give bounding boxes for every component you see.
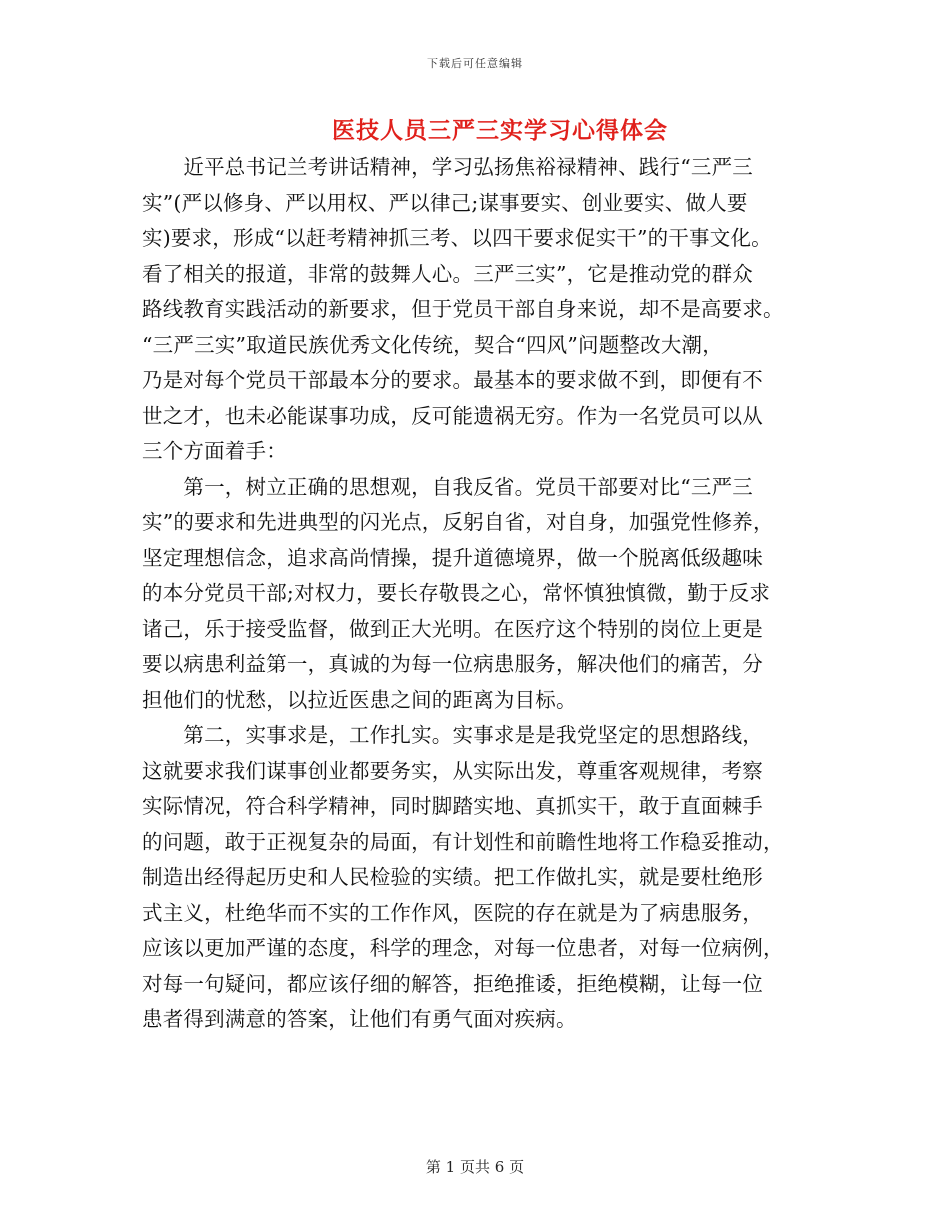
body-line: 诸己，乐于接受监督，做到正大光明。在医疗这个特别的岗位上更是 [142, 616, 763, 641]
body-line: 患者得到满意的答案，让他们有勇气面对疾病。 [142, 1007, 577, 1031]
body-line: 这就要求我们谋事创业都要务实，从实际出发，尊重客观规律，考察 [142, 758, 763, 783]
body-line: 担他们的忧愁，以拉近医患之间的距离为目标。 [142, 687, 577, 712]
body-line: 乃是对每个党员干部最本分的要求。最基本的要求做不到，即便有不 [142, 368, 763, 392]
body-line: 的本分党员干部;对权力，要长存敬畏之心，常怀慎独慎微，勤于反求 [142, 581, 771, 605]
body-line: 三个方面着手： [142, 439, 287, 463]
body-line: 的问题，敢于正视复杂的局面，有计划性和前瞻性地将工作稳妥推动， [142, 829, 784, 854]
body-line: 实”的要求和先进典型的闪光点，反躬自省，对自身，加强党性修养， [142, 510, 774, 534]
body-line: 近平总书记兰考讲话精神，学习弘扬焦裕禄精神、践行“三严三 [142, 155, 753, 179]
document-title: 医技人员三严三实学习心得体会 [332, 117, 668, 144]
body-line: 式主义，杜绝华而不实的工作作风，医院的存在就是为了病患服务， [142, 900, 763, 925]
body-line: 路线教育实践活动的新要求，但于党员干部自身来说，却不是高要求。 [142, 297, 784, 321]
body-line: 看了相关的报道，非常的鼓舞人心。三严三实”，它是推动党的群众 [142, 261, 753, 286]
body-line: 世之才，也未必能谋事功成，反可能遗祸无穷。作为一名党员可以从 [142, 403, 763, 428]
body-line: 制造出经得起历史和人民检验的实绩。把工作做扎实，就是要杜绝形 [142, 865, 763, 889]
body-line: 实”(严以修身、严以用权、严以律己;谋事要实、创业要实、做人要 [142, 190, 748, 215]
document-body [142, 150, 812, 1038]
body-line: 第二，实事求是，工作扎实。实事求是是我党坚定的思想路线， [142, 723, 763, 747]
page-number-footer: 第 1 页共 6 页 [425, 1158, 525, 1176]
body-line: “三严三实”取道民族优秀文化传统，契合“四风”问题整改大潮， [142, 332, 723, 357]
body-line: 应该以更加严谨的态度，科学的理念，对每一位患者，对每一位病例， [142, 936, 784, 960]
body-line: 第一，树立正确的思想观，自我反省。党员干部要对比“三严三 [142, 474, 753, 499]
body-line: 要以病患利益第一，真诚的为每一位病患服务，解决他们的痛苦，分 [142, 652, 763, 676]
body-line: 实际情况，符合科学精神，同时脚踏实地、真抓实干，敢于直面棘手 [142, 794, 763, 818]
header-note: 下载后可任意编辑 [427, 57, 523, 70]
body-line: 实)要求，形成“以赶考精神抓三考、以四干要求促实干”的干事文化。 [142, 226, 772, 250]
body-line: 坚定理想信念，追求高尚情操，提升道德境界，做一个脱离低级趣味 [142, 545, 763, 570]
body-line: 对每一句疑问，都应该仔细的解答，拒绝推诿，拒绝模糊，让每一位 [142, 971, 763, 996]
